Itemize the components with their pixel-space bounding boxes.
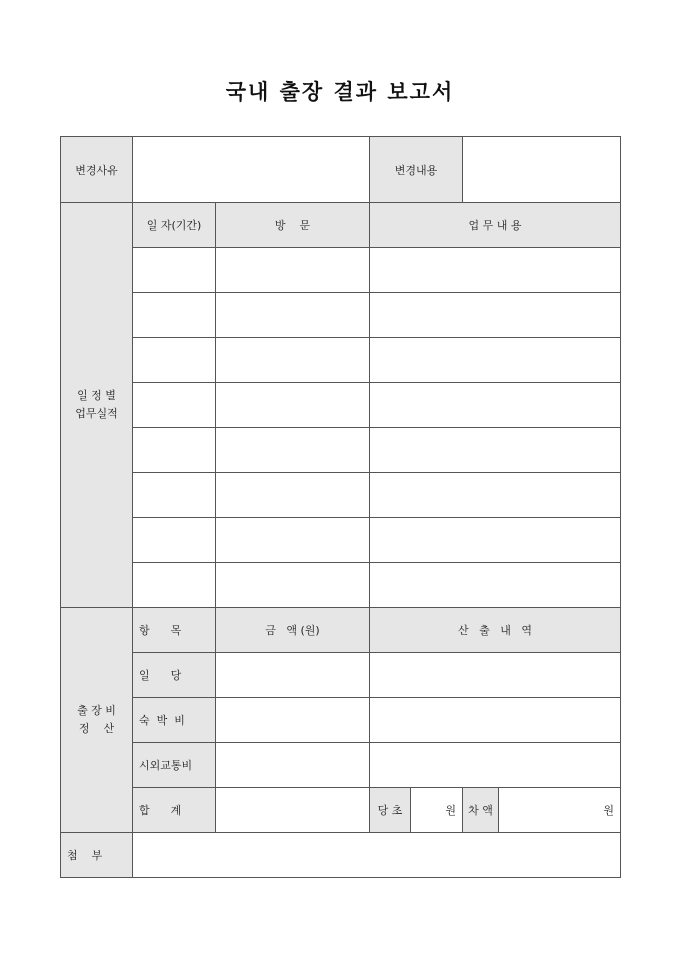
attachment-field[interactable] xyxy=(133,833,621,878)
schedule-work-cell[interactable] xyxy=(370,248,621,293)
schedule-date-cell[interactable] xyxy=(133,293,216,338)
schedule-row xyxy=(61,338,621,383)
schedule-section-label xyxy=(61,203,133,608)
schedule-date-cell[interactable] xyxy=(133,473,216,518)
expense-total-amount-cell[interactable] xyxy=(216,788,370,833)
schedule-work-cell[interactable] xyxy=(370,383,621,428)
schedule-row xyxy=(61,383,621,428)
difference-unit: 원 xyxy=(603,804,615,817)
schedule-work-cell[interactable] xyxy=(370,338,621,383)
schedule-row xyxy=(61,428,621,473)
expense-calc-cell[interactable] xyxy=(370,653,621,698)
expense-header-amount: 금 액 (원) xyxy=(216,608,370,653)
expense-amount-cell[interactable] xyxy=(216,653,370,698)
change-reason-field[interactable] xyxy=(133,137,370,203)
expense-total-label: 합 계 xyxy=(133,788,216,833)
expense-amount-cell[interactable] xyxy=(216,698,370,743)
schedule-work-cell[interactable] xyxy=(370,563,621,608)
schedule-header-work: 업 무 내 용 xyxy=(370,203,621,248)
schedule-date-cell[interactable] xyxy=(133,518,216,563)
schedule-row xyxy=(61,293,621,338)
expense-section-label-line1: 출 장 비 xyxy=(77,704,116,717)
expense-row xyxy=(61,698,621,743)
schedule-visit-cell[interactable] xyxy=(216,293,370,338)
schedule-visit-cell[interactable] xyxy=(216,518,370,563)
expense-header-item: 항 목 xyxy=(133,608,216,653)
expense-header-calc: 산 출 내 역 xyxy=(370,608,621,653)
difference-cell[interactable] xyxy=(499,788,621,833)
schedule-date-cell[interactable] xyxy=(133,563,216,608)
change-content-label: 변경내용 xyxy=(370,137,463,203)
attachment-label: 첨 부 xyxy=(61,833,133,878)
expense-section-label-line2: 정 산 xyxy=(78,722,115,735)
difference-label: 차 액 xyxy=(463,788,499,833)
expense-calc-cell[interactable] xyxy=(370,698,621,743)
change-content-field[interactable] xyxy=(463,137,621,203)
expense-total-row xyxy=(61,788,621,833)
expense-amount-cell[interactable] xyxy=(216,743,370,788)
schedule-header-date: 일 자(기간) xyxy=(133,203,216,248)
schedule-visit-cell[interactable] xyxy=(216,248,370,293)
schedule-visit-cell[interactable] xyxy=(216,428,370,473)
expense-row xyxy=(61,743,621,788)
schedule-date-cell[interactable] xyxy=(133,383,216,428)
schedule-row xyxy=(61,518,621,563)
schedule-row xyxy=(61,248,621,293)
schedule-section-label-line1: 일 정 별 xyxy=(77,389,116,402)
document-title: 국내 출장 결과 보고서 xyxy=(225,79,455,104)
schedule-work-cell[interactable] xyxy=(370,293,621,338)
report-form xyxy=(60,136,621,878)
schedule-visit-cell[interactable] xyxy=(216,338,370,383)
schedule-date-cell[interactable] xyxy=(133,248,216,293)
schedule-date-cell[interactable] xyxy=(133,428,216,473)
expense-item-label: 시외교통비 xyxy=(133,743,216,788)
expense-row xyxy=(61,653,621,698)
schedule-row xyxy=(61,473,621,518)
schedule-section-label-line2: 업무실적 xyxy=(75,407,118,420)
schedule-header-visit: 방 문 xyxy=(216,203,370,248)
schedule-date-cell[interactable] xyxy=(133,338,216,383)
schedule-visit-cell[interactable] xyxy=(216,473,370,518)
expense-calc-cell[interactable] xyxy=(370,743,621,788)
original-amount-unit: 원 xyxy=(445,804,457,817)
schedule-visit-cell[interactable] xyxy=(216,563,370,608)
expense-item-label: 숙 박 비 xyxy=(133,698,216,743)
original-amount-cell[interactable] xyxy=(411,788,463,833)
schedule-visit-cell[interactable] xyxy=(216,383,370,428)
schedule-work-cell[interactable] xyxy=(370,473,621,518)
schedule-work-cell[interactable] xyxy=(370,428,621,473)
schedule-row xyxy=(61,563,621,608)
expense-item-label: 일 당 xyxy=(133,653,216,698)
expense-section-label xyxy=(61,608,133,833)
change-reason-label: 변경사유 xyxy=(61,137,133,203)
original-amount-label: 당 초 xyxy=(370,788,411,833)
schedule-work-cell[interactable] xyxy=(370,518,621,563)
